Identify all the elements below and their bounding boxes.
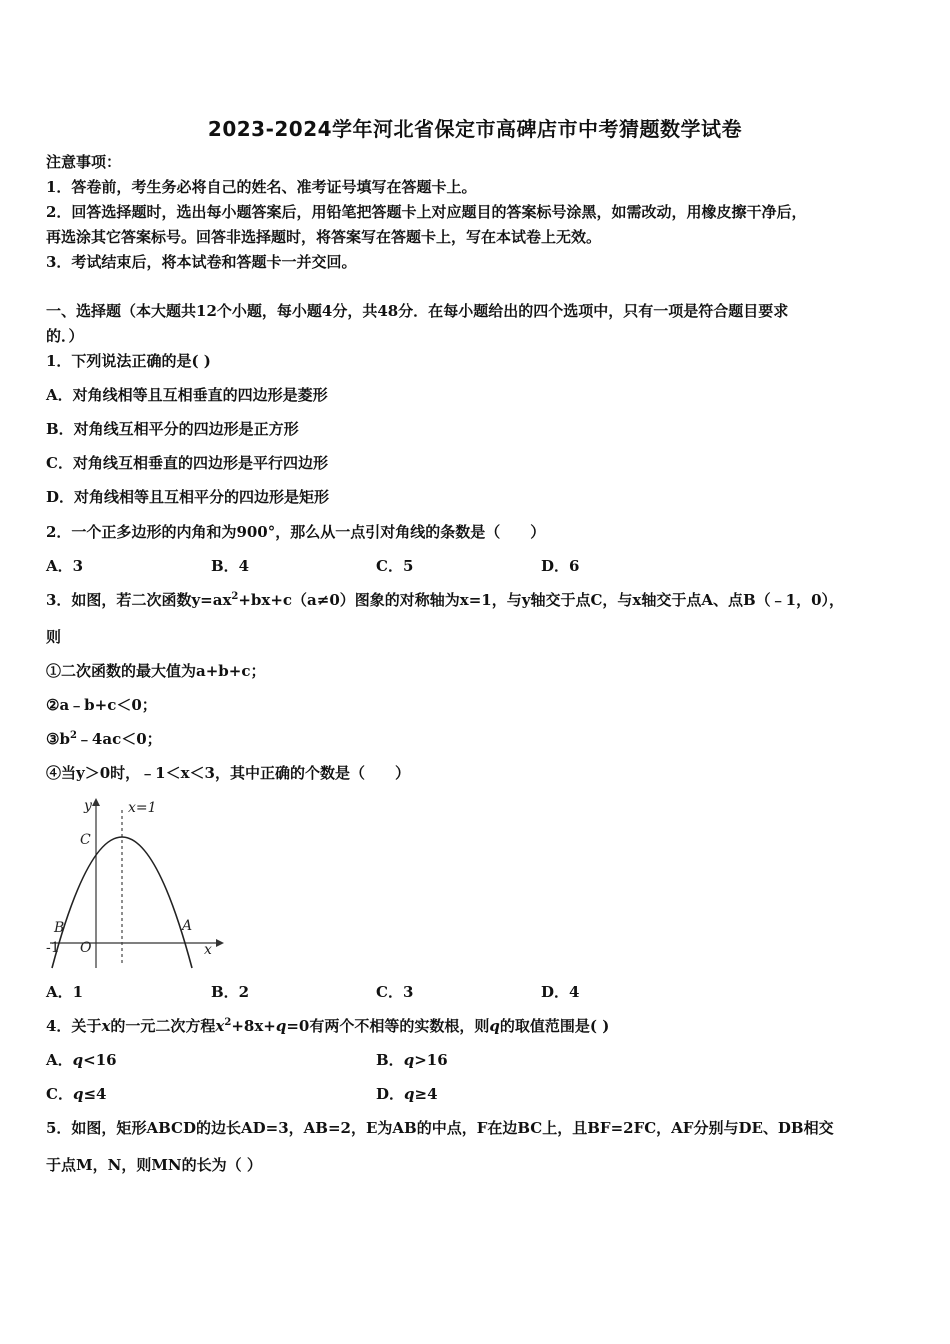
axis-label: x=1 bbox=[128, 800, 157, 816]
q4-option-a bbox=[46, 1050, 117, 1070]
q3-stem-part: +bx+c（a≠0）图象的对称轴为x=1，与y轴交于点C，与x轴交于点A、点B（﹣1，0）， bbox=[238, 591, 845, 609]
option-rel: >16 bbox=[414, 1051, 448, 1069]
q3-option-c: C．3 bbox=[376, 983, 414, 1001]
a-label: A bbox=[182, 918, 193, 934]
notice-item: 2．回答选择题时，选出每小题答案后，用铅笔把答题卡上对应题目的答案标号涂黑，如需改动，用橡皮擦干净后， bbox=[46, 203, 807, 221]
q1-option-d: D．对角线相等且互相平分的四边形是矩形 bbox=[46, 488, 330, 506]
q3-s3-part: ﹣4ac＜0； bbox=[76, 730, 162, 748]
q3-option-b: B．2 bbox=[211, 983, 250, 1001]
q5-stem: 5．如图，矩形ABCD的边长AD=3，AB=2，E为AB的中点，F在边BC上，且BF=2FC，AF分别与DE、DB相交 bbox=[46, 1119, 834, 1137]
q4-exponent: 2 bbox=[224, 1017, 232, 1028]
q4-stem-part: 4．关于 bbox=[46, 1017, 102, 1035]
option-var: q bbox=[404, 1085, 415, 1103]
option-letter: B． bbox=[376, 1051, 404, 1069]
x-label: x bbox=[204, 942, 212, 958]
page-title: 2023-2024学年河北省保定市高碑店市中考猜题数学试卷 bbox=[207, 117, 743, 141]
q3-statement-3 bbox=[46, 729, 906, 749]
section-heading: 一、选择题（本大题共12个小题，每小题4分，共48分．在每小题给出的四个选项中，只有一项是符合题目要求 bbox=[46, 302, 789, 320]
q1-option-a: A．对角线相等且互相垂直的四边形是菱形 bbox=[46, 386, 328, 404]
q3-statement-1: ①二次函数的最大值为a+b+c； bbox=[46, 662, 266, 680]
option-rel: <16 bbox=[83, 1051, 117, 1069]
q4-var-q: q bbox=[275, 1017, 287, 1035]
q4-option-b bbox=[376, 1050, 448, 1070]
option-letter: D． bbox=[376, 1085, 405, 1103]
q2-option-c: C．5 bbox=[376, 557, 414, 575]
q4-stem bbox=[46, 1016, 906, 1036]
q3-stem-cont: 则 bbox=[46, 628, 62, 646]
q3-stem bbox=[46, 590, 906, 610]
b-label: B bbox=[54, 920, 65, 936]
q3-option-d: D．4 bbox=[541, 983, 580, 1001]
c-label: C bbox=[80, 832, 91, 848]
option-var: q bbox=[403, 1051, 415, 1069]
q3-s3-exponent: 2 bbox=[69, 730, 77, 741]
q3-stem-part: 3．如图，若二次函数y=ax bbox=[46, 591, 232, 609]
option-var: q bbox=[72, 1085, 84, 1103]
notice-item: 再选涂其它答案标号。回答非选择题时，将答案写在答题卡上，写在本试卷上无效。 bbox=[46, 228, 602, 246]
x-axis-arrow bbox=[216, 939, 224, 947]
y-label: y bbox=[84, 798, 92, 814]
y-axis-arrow bbox=[92, 798, 100, 806]
notice-item: 1．答卷前，考生务必将自己的姓名、准考证号填写在答题卡上。 bbox=[46, 178, 477, 196]
q1-option-b: B．对角线互相平分的四边形是正方形 bbox=[46, 420, 299, 438]
q2-option-d: D．6 bbox=[541, 557, 580, 575]
q4-stem-part: =0有两个不相等的实数根，则 bbox=[286, 1017, 490, 1035]
q4-stem-part: +8x+ bbox=[231, 1017, 276, 1035]
q1-option-c: C．对角线互相垂直的四边形是平行四边形 bbox=[46, 454, 328, 472]
q2-stem: 2．一个正多边形的内角和为900°，那么从一点引对角线的条数是（ ） bbox=[46, 523, 546, 541]
neg1-label: -1 bbox=[46, 940, 60, 956]
q4-var-x: x bbox=[215, 1017, 225, 1035]
option-letter: A． bbox=[46, 1051, 73, 1069]
option-letter: C． bbox=[46, 1085, 73, 1103]
parabola-graph bbox=[44, 790, 224, 970]
q4-option-c bbox=[46, 1084, 106, 1104]
q3-statement-4: ④当y＞0时，﹣1＜x＜3，其中正确的个数是（ ） bbox=[46, 764, 410, 782]
notice-item: 3．考试结束后，将本试卷和答题卡一并交回。 bbox=[46, 253, 357, 271]
q4-stem-part: 的一元二次方程 bbox=[110, 1017, 216, 1035]
section-heading-cont: 的．） bbox=[46, 327, 84, 345]
option-var: q bbox=[72, 1051, 84, 1069]
q4-stem-part: 的取值范围是( ) bbox=[499, 1017, 610, 1035]
q3-statement-2: ②a﹣b+c＜0； bbox=[46, 696, 157, 714]
q5-stem-cont: 于点M，N，则MN的长为（ ） bbox=[46, 1156, 262, 1174]
q4-var-q: q bbox=[489, 1017, 500, 1035]
q2-option-a: A．3 bbox=[46, 557, 84, 575]
q3-s3-part: ③b bbox=[46, 730, 70, 748]
q2-option-b: B．4 bbox=[211, 557, 250, 575]
q4-option-d bbox=[376, 1084, 438, 1104]
q4-var-x: x bbox=[101, 1017, 111, 1035]
q1-stem: 1．下列说法正确的是( ) bbox=[46, 352, 211, 370]
q3-option-a: A．1 bbox=[46, 983, 84, 1001]
option-rel: ≤4 bbox=[83, 1085, 107, 1103]
notice-heading: 注意事项： bbox=[46, 153, 122, 171]
o-label: O bbox=[80, 940, 92, 956]
option-rel: ≥4 bbox=[414, 1085, 438, 1103]
q3-stem-exponent: 2 bbox=[231, 591, 239, 602]
